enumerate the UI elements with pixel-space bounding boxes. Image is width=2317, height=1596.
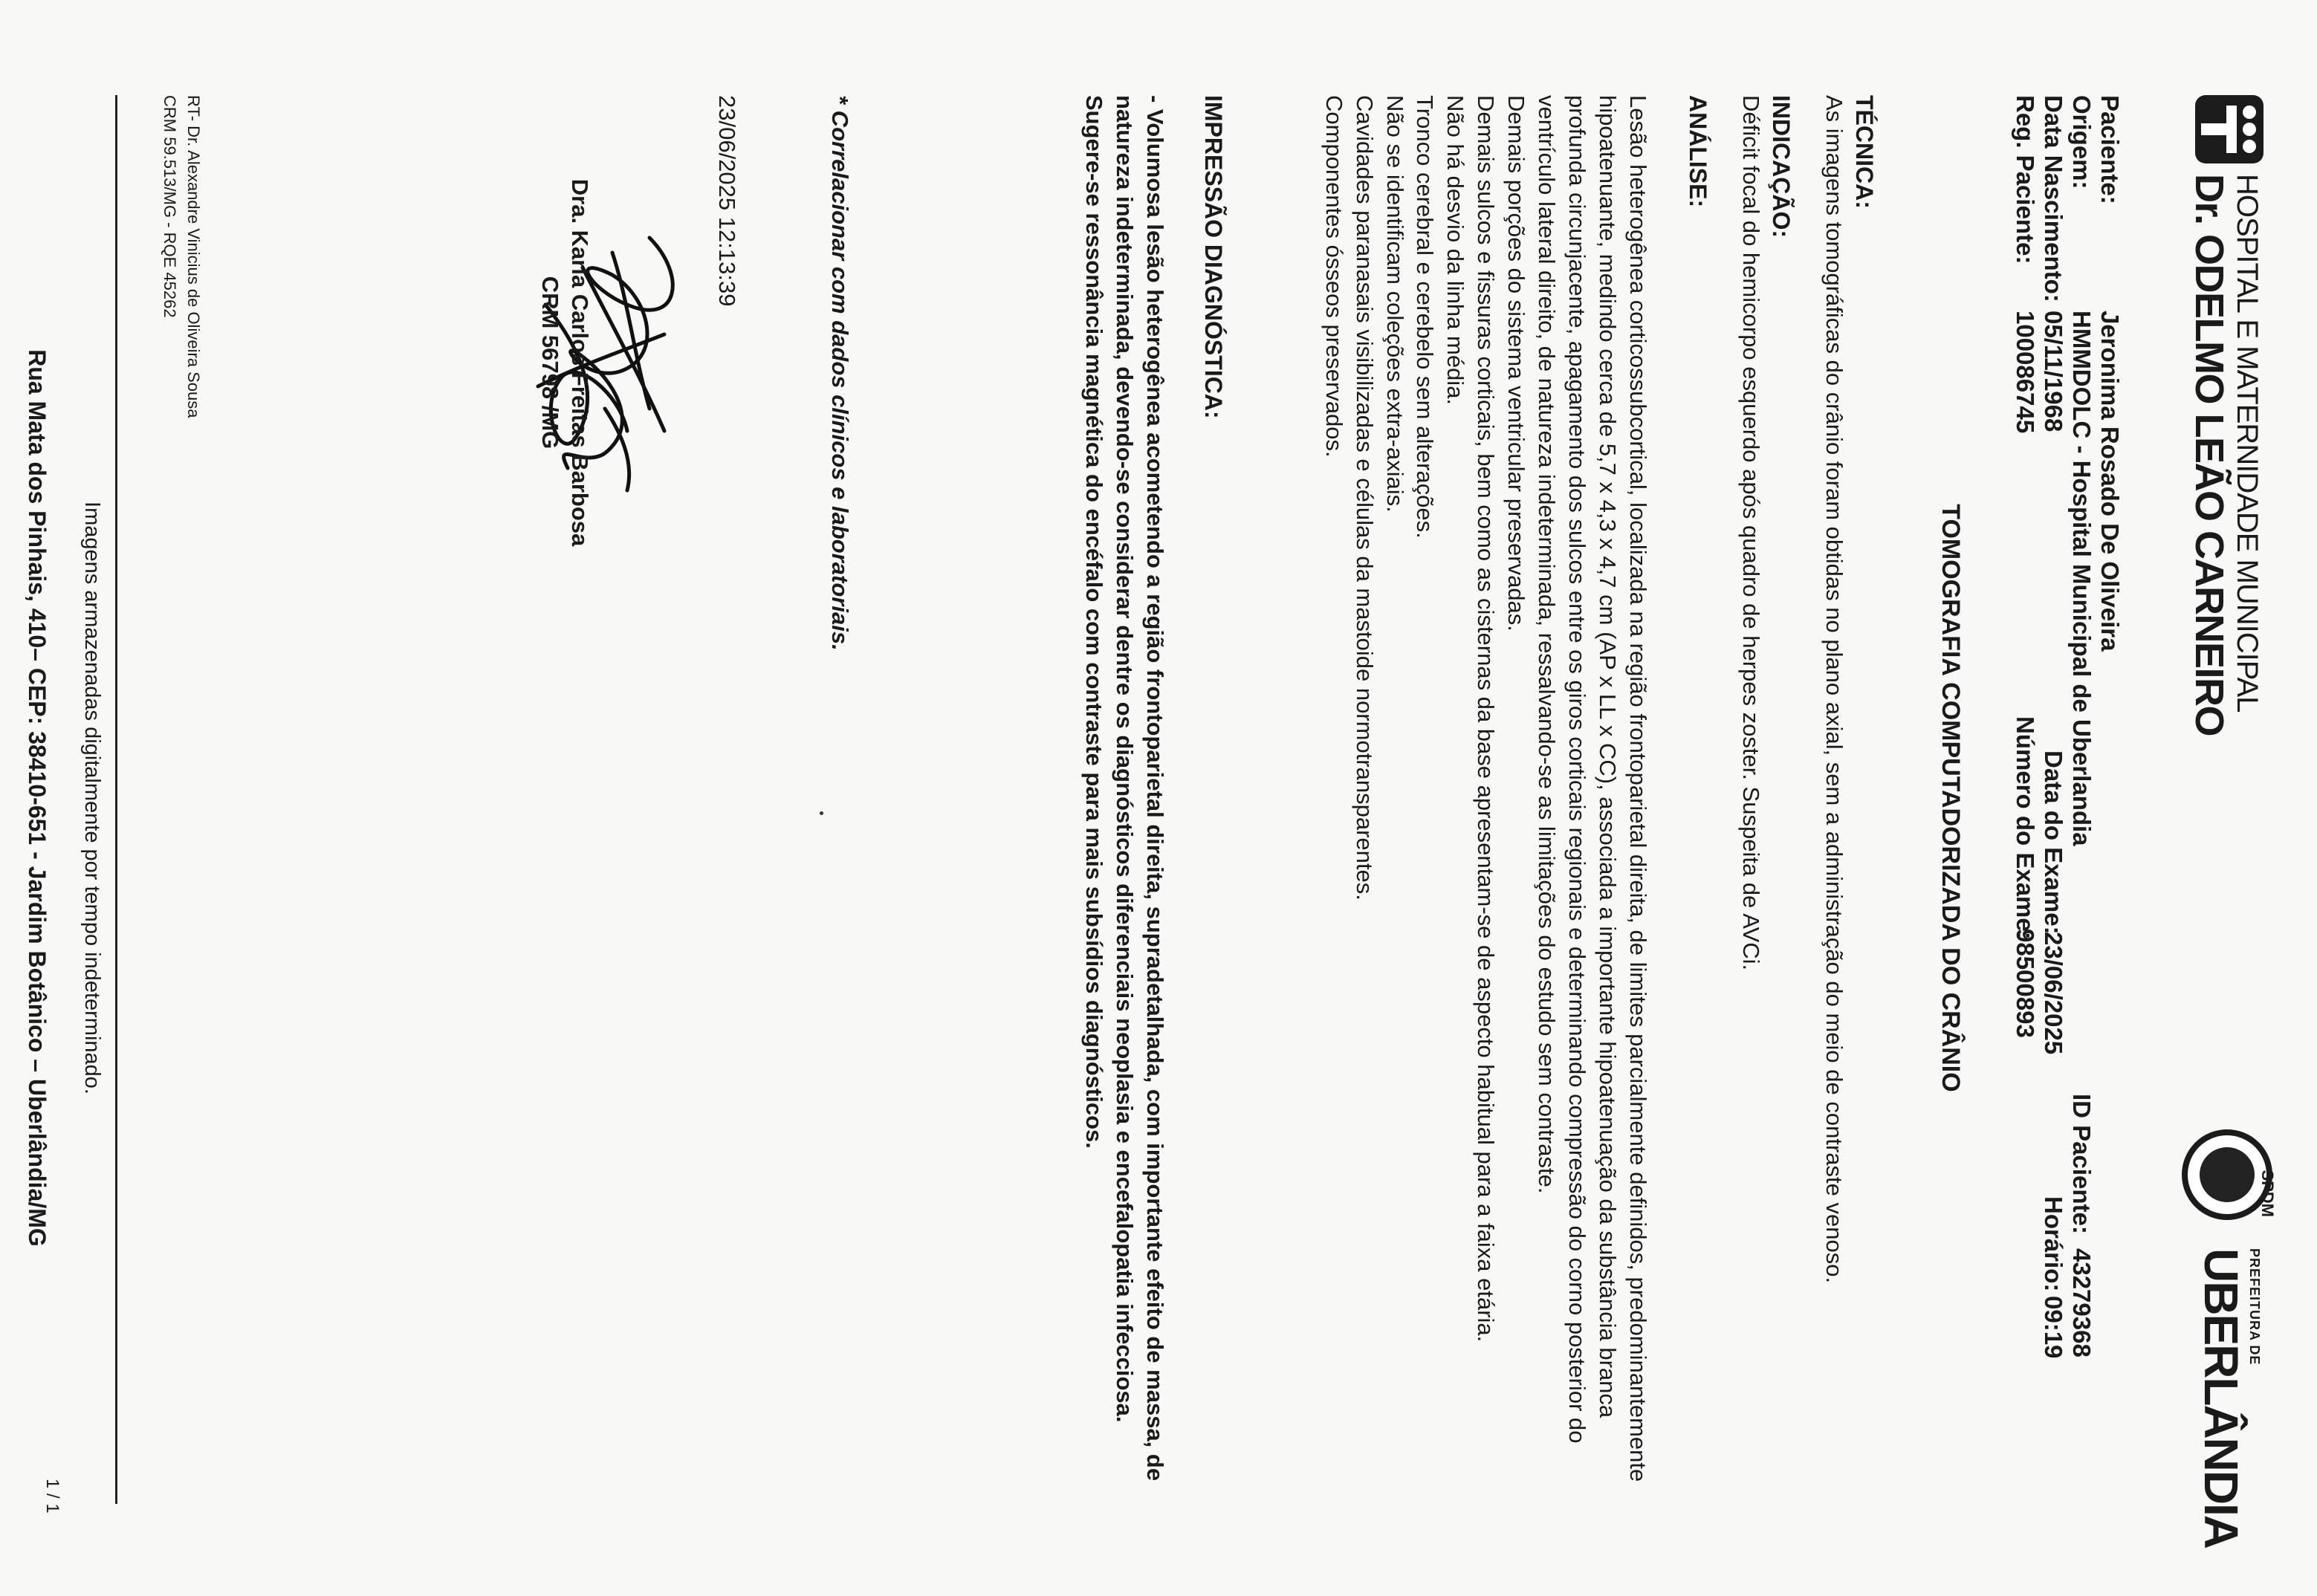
numero-exame-label: Número do Exame: — [2012, 716, 2039, 940]
page-number: 1 / 1 — [42, 1479, 62, 1514]
id-paciente-value: 43279368 — [2068, 1248, 2096, 1357]
impressao-text: - Volumosa lesão heterogênea acometendo a região frontoparietal direita, supradetalhada, com importante efeito de massa, de natureza indeterminada, devendo-se considerar dentre os diagnósticos diferenciais neoplasia e encefalopatia infecciosa. Sugere-se ressonância magnética do encéfalo com contraste para mais subsídios diagnósticos. — [1080, 95, 1168, 1482]
nascimento-label: Data Nascimento: — [2040, 95, 2067, 302]
reg-paciente-label: Reg. Paciente: — [2012, 95, 2039, 265]
data-exame-value: 23/06/2025 — [2040, 932, 2067, 1055]
tecnica-heading: TÉCNICA: — [1851, 95, 1878, 209]
tecnica-text: As imagens tomográficas do crânio foram obtidas no plano axial, sem a administração do meio de contraste venoso. — [1821, 95, 1847, 1284]
footer-divider — [115, 95, 117, 1504]
indicacao-text: Déficit focal do hemicorpo esquerdo após quadro de herpes zoster. Suspeita de AVCi. — [1737, 95, 1764, 971]
paciente-label: Paciente: — [2096, 95, 2124, 204]
hospital-emblem-icon — [2195, 95, 2263, 163]
rt-block — [158, 95, 205, 418]
seal-text: SPDM — [2258, 1170, 2277, 1217]
analise-line: Não há desvio da linha média. — [1442, 95, 1469, 406]
analise-line: Cavidades paranasais visibilizadas e células da mastoide normotransparentes. — [1351, 95, 1378, 901]
nascimento-value: 05/11/1968 — [2040, 311, 2067, 432]
prefeitura-label: PREFEITURA DE — [2247, 1248, 2262, 1366]
analise-line: Demais sulcos e fissuras corticais, bem como as cisternas da base apresentam-se de aspecto habitual para a faixa etária. — [1473, 95, 1500, 1343]
paciente-value: Jeronima Rosado De Oliveira — [2096, 311, 2124, 652]
analise-line: Demais porções do sistema ventricular preservadas. — [1503, 95, 1530, 632]
analise-line: Não se identificam coleções extra-axiais. — [1381, 95, 1408, 513]
tecnica-section — [1818, 95, 1880, 1499]
signature-datetime: 23/06/2025 12:13:39 — [714, 95, 740, 307]
address: Rua Mata dos Pinhais, 410– CEP: 38410-651 - Jardim Botânico – Uberlândia/MG — [24, 349, 51, 1247]
analise-line: Tronco cerebral e cerebelo sem alterações. — [1412, 95, 1439, 539]
hospital-name-line1: HOSPITAL E MATERNIDADE MUNICIPAL — [2231, 174, 2263, 713]
horario-label: Horário: — [2040, 1196, 2067, 1292]
hospital-logo — [2152, 95, 2263, 794]
horario-value: 09:19 — [2040, 1296, 2067, 1359]
prefeitura-logo — [2149, 1129, 2275, 1575]
doctor-crm: CRM 56798 /MG — [537, 276, 563, 450]
origem-label: Origem: — [2068, 95, 2096, 189]
rt-name: RT- Dr. Alexandre Vinicius de Oliveira Sousa — [184, 95, 203, 418]
reg-paciente-value: 100086745 — [2012, 311, 2039, 434]
id-paciente-label: ID Paciente: — [2068, 1094, 2096, 1234]
analise-heading: ANÁLISE: — [1685, 95, 1711, 208]
analise-paragraph: Lesão heterogênea corticossubcortical, localizada na região frontoparietal direita, de limites parcialmente definidos, predominantemente hipoatenuante, medindo cerca de 5,7 x 4,3 x 4,7 cm (AP x LL x CC), associada a importante hipoatenuação da substância branca profunda circunjacente, apagamento dos sulcos entre os giros corticais regionais e determinando compressão do corno posterior do ventrículo lateral direito, de natureza indeterminada, ressalvando-se as limitações do estudo sem contraste. — [1534, 95, 1651, 1482]
impressao-heading: IMPRESSÃO DIAGNÓSTICA: — [1200, 95, 1227, 419]
indicacao-heading: INDICAÇÃO: — [1768, 95, 1795, 238]
report-title: TOMOGRAFIA COMPUTADORIZADA DO CRÂNIO — [1937, 504, 1965, 1092]
stray-mark — [820, 811, 823, 815]
storage-note: Imagens armazenadas digitalmente por tempo indeterminado. — [80, 502, 104, 1094]
origem-value: HMMDOLC - Hospital Municipal de Uberlandia — [2068, 311, 2096, 846]
doctor-signature-block — [534, 162, 594, 563]
spdm-seal-icon — [2182, 1129, 2277, 1220]
numero-exame-value: 98500893 — [2012, 929, 2039, 1038]
data-exame-label: Data do Exame: — [2040, 750, 2067, 935]
city-name: UBERLÂNDIA — [2194, 1248, 2248, 1548]
correlation-note: * Correlacionar com dados clínicos e laboratoriais. — [827, 95, 853, 651]
doctor-name: Dra. Karla Carlos Freitas Barbosa — [567, 178, 593, 547]
analise-section — [1318, 95, 1714, 1499]
impressao-section — [1078, 95, 1229, 1499]
hospital-name-line2: Dr. ODELMO LEÃO CARNEIRO — [2187, 174, 2232, 736]
rt-crm: CRM 59.513/MG - RQE 45262 — [161, 95, 180, 318]
indicacao-section — [1735, 95, 1797, 1499]
analise-line: Componentes ósseos preservados. — [1320, 95, 1347, 458]
